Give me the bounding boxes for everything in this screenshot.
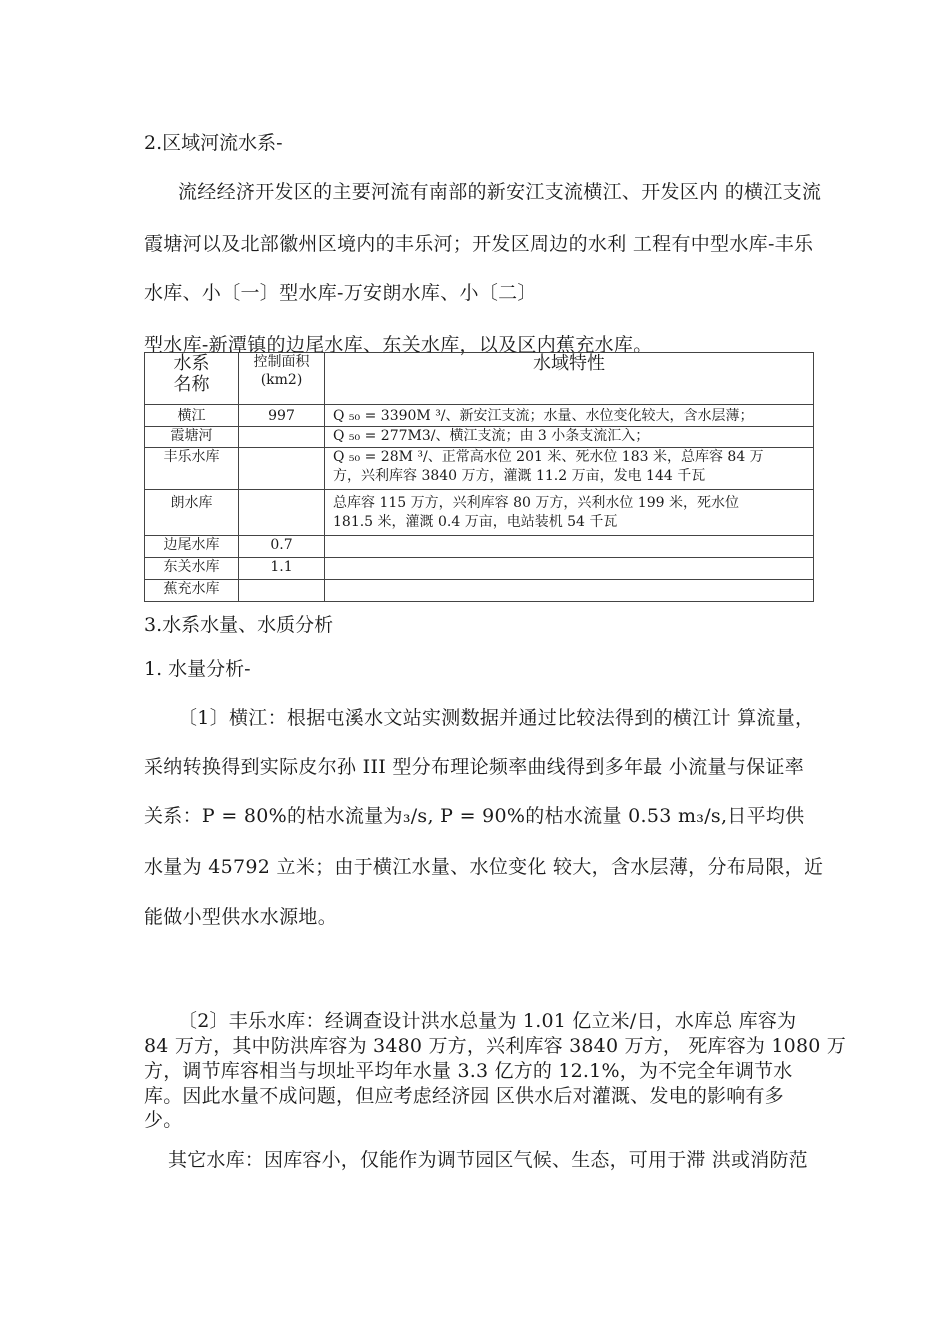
cell-traits: Q ₅₀ = 3390M ³/、新安江支流；水量、水位变化较大，含水层薄； bbox=[325, 405, 814, 427]
paragraph-line: 流经经济开发区的主要河流有南部的新安江支流横江、开发区内 的横江支流 bbox=[178, 181, 822, 203]
paragraph-line: 采纳转换得到实际皮尔孙 III 型分布理论频率曲线得到多年最 小流量与保证率 bbox=[144, 756, 805, 778]
paragraph-line: 其它水库：因库容小，仅能作为调节园区气候、生态，可用于滞 洪或消防范 bbox=[168, 1149, 808, 1171]
cell-name: 蕉充水库 bbox=[145, 580, 239, 602]
cell-area bbox=[239, 580, 325, 602]
table-row bbox=[145, 558, 814, 580]
cell-traits bbox=[325, 448, 814, 490]
cell-name: 边尾水库 bbox=[145, 536, 239, 558]
table-row bbox=[145, 427, 814, 448]
paragraph-line: 型水库-新潭镇的边尾水库、东关水库，以及区内蕉充水库。 bbox=[144, 334, 653, 356]
cell-traits: Q ₅₀ = 277M3/、横江支流；由 3 小条支流汇入； bbox=[325, 427, 814, 448]
water-system-table bbox=[144, 352, 814, 602]
header-area bbox=[239, 353, 325, 405]
header-area-line2: (km2) bbox=[260, 372, 303, 388]
cell-name: 横江 bbox=[145, 405, 239, 427]
cell-traits-line: 方，兴利库容 3840 万方，灌溉 11.2 万亩，发电 144 千瓦 bbox=[333, 468, 706, 484]
cell-traits-line: 总库容 115 万方，兴利库容 80 万方，兴利水位 199 米，死水位 bbox=[333, 495, 739, 511]
cell-area: 997 bbox=[239, 405, 325, 427]
paragraph-line: 〔2〕丰乐水库：经调查设计洪水总量为 1.01 亿立米/日，水库总 库容为 bbox=[178, 1010, 797, 1032]
paragraph-line: 库。因此水量不成问题，但应考虑经济园 区供水后对灌溉、发电的影响有多 bbox=[144, 1085, 784, 1107]
cell-area bbox=[239, 448, 325, 490]
paragraph-line: 84 万方，其中防洪库容为 3480 万方，兴利库容 3840 万方， 死库容为 1080 万 bbox=[144, 1035, 846, 1057]
header-traits: 水域特性 bbox=[325, 353, 814, 405]
cell-traits bbox=[325, 490, 814, 536]
paragraph-line: 霞塘河以及北部徽州区境内的丰乐河；开发区周边的水利 工程有中型水库-丰乐 bbox=[144, 233, 814, 255]
cell-traits bbox=[325, 536, 814, 558]
table-header-row bbox=[145, 353, 814, 405]
paragraph-line: 能做小型供水水源地。 bbox=[144, 906, 338, 928]
cell-traits bbox=[325, 558, 814, 580]
cell-area: 0.7 bbox=[239, 536, 325, 558]
table-row bbox=[145, 536, 814, 558]
paragraph-line: 少。 bbox=[144, 1109, 183, 1131]
header-area-line1: 控制面积 bbox=[253, 354, 310, 370]
cell-area bbox=[239, 490, 325, 536]
table-row bbox=[145, 490, 814, 536]
header-name-line1: 水系 bbox=[173, 353, 210, 374]
cell-name: 丰乐水库 bbox=[145, 448, 239, 490]
cell-traits-line: 181.5 米，灌溉 0.4 万亩，电站装机 54 千瓦 bbox=[333, 514, 618, 530]
cell-traits bbox=[325, 580, 814, 602]
cell-name: 东关水库 bbox=[145, 558, 239, 580]
subsection-heading: 1. 水量分析- bbox=[144, 658, 251, 680]
cell-traits-line: Q ₅₀ = 28M ³/、正常高水位 201 米、死水位 183 米，总库容 84 万 bbox=[333, 449, 764, 465]
section-2-heading: 2.区域河流水系- bbox=[144, 132, 283, 154]
paragraph-line: 关系：P = 80%的枯水流量为₃/s, P = 90%的枯水流量 0.53 m₃/s,日平均供 bbox=[144, 805, 805, 827]
table-row bbox=[145, 448, 814, 490]
paragraph-line: 水量为 45792 立米；由于横江水量、水位变化 较大，含水层薄，分布局限，近 bbox=[144, 856, 824, 878]
cell-name: 霞塘河 bbox=[145, 427, 239, 448]
paragraph-line: 〔1〕横江：根据屯溪水文站实测数据并通过比较法得到的横江计 算流量， bbox=[178, 707, 815, 729]
cell-name: 朗水库 bbox=[145, 490, 239, 536]
table-row bbox=[145, 580, 814, 602]
paragraph-line: 方，调节库容相当与坝址平均年水量 3.3 亿方的 12.1%，为不完全年调节水 bbox=[144, 1060, 793, 1082]
paragraph-line: 水库、小〔一〕型水库-万安朗水库、小〔二〕 bbox=[144, 282, 537, 304]
section-3-heading: 3.水系水量、水质分析 bbox=[144, 614, 334, 636]
header-name bbox=[145, 353, 239, 405]
header-name-line2: 名称 bbox=[173, 374, 210, 395]
cell-area bbox=[239, 427, 325, 448]
table-row bbox=[145, 405, 814, 427]
cell-area: 1.1 bbox=[239, 558, 325, 580]
